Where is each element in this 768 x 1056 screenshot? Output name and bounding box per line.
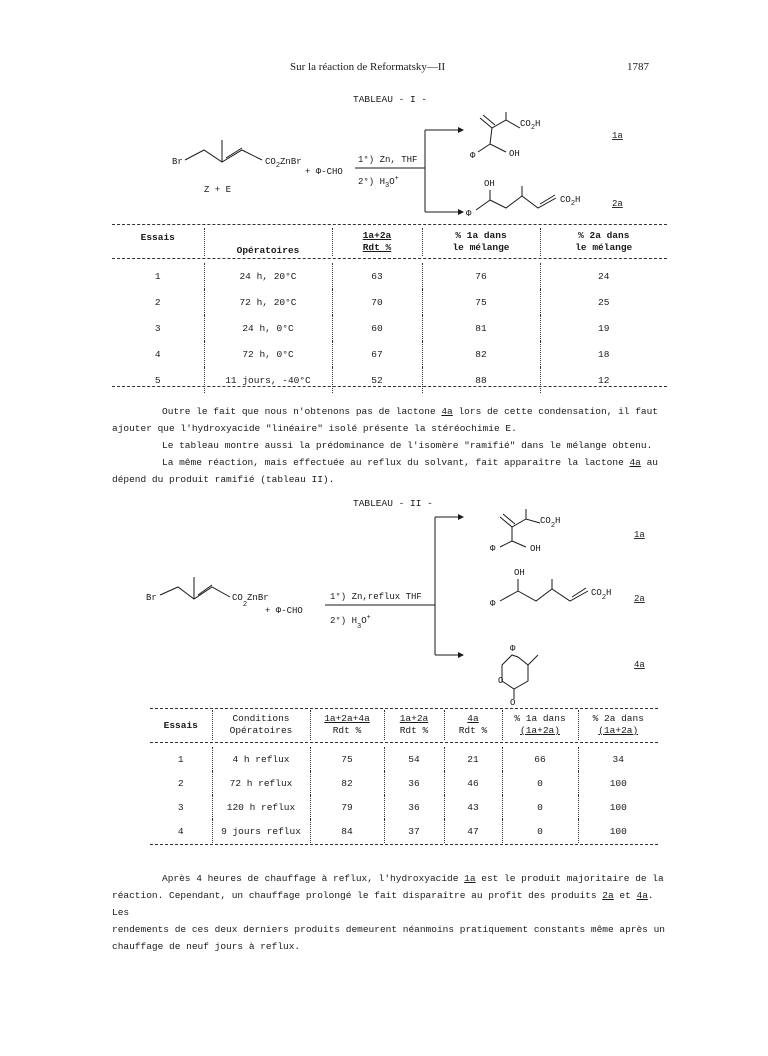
paragraph-1: Outre le fait que nous n'obtenons pas de lactone 4a lors de cette condensation, il faut ajouter que l'hydroxyacide "linéaire" isolé présente la stéréochimie E. Le tableau montre aussi la prédominance de l'isomère "ramifié" dans le mélange obtenu. La même réaction, mais effectuée au reflux du solvant, fait apparaître la lactone 4a au dépend du produit ramifié (tableau II).: [112, 406, 658, 485]
product-1a-phi: Φ: [470, 151, 476, 161]
table1-header-pct1a: % 1a dans le mélange: [422, 228, 540, 256]
product-1a-acid: $CO_2H$: [540, 516, 561, 530]
table-row: 1 24 h, 20°C 63 76 24: [112, 263, 667, 289]
table1-header-essais: Essais: [140, 232, 175, 243]
product-4a-phi: Φ: [510, 644, 516, 654]
table-row: 3 120 h reflux 79 36 43 0 100: [150, 795, 658, 819]
table2-header-pct1a: % 1a dans (1a+2a): [502, 710, 578, 740]
table2-header-total-yield: 1a+2a+4a Rdt %: [310, 710, 384, 740]
table2-header-essais: Essais: [163, 719, 198, 731]
reactant-group: $CO_2ZnBr$: [265, 157, 302, 170]
product-2a-skeleton: [500, 579, 588, 601]
product-2a-phi: Φ: [466, 209, 472, 219]
reactant-br: Br: [172, 157, 183, 167]
table2-header-conditions: Conditions Opératoires: [212, 710, 310, 740]
reactant-chain: [160, 587, 230, 599]
table-row: 2 72 h reflux 82 36 46 0 100: [150, 771, 658, 795]
arrow-head-2a: [458, 209, 464, 215]
table2-header-acid-yield: 1a+2a Rdt %: [384, 710, 444, 740]
product-1a-acid: $CO_2H$: [520, 119, 541, 132]
reactant-double-bond: [226, 148, 242, 158]
scheme2-reaction: [0, 505, 768, 705]
table-row: 1 4 h reflux 75 54 21 66 34: [150, 747, 658, 771]
product-1a-oh: OH: [509, 149, 520, 159]
product-1a-label: 1a: [612, 131, 623, 141]
table-row: 4 72 h, 0°C 67 82 18: [112, 341, 667, 367]
arrow-head-1a: [458, 514, 464, 520]
aldehyde-reagent: + Φ-CHO: [265, 606, 303, 616]
table1: [112, 228, 667, 393]
product-2a-acid: $CO_2H$: [591, 588, 612, 602]
product-2a-label: 2a: [634, 594, 645, 604]
product-1a-oh: OH: [530, 544, 541, 554]
arrow-head-1a: [458, 127, 464, 133]
table-row: 4 9 jours reflux 84 37 47 0 100: [150, 819, 658, 843]
product-4a-o: O: [498, 676, 504, 686]
table1-header-yield: 1a+2a Rdt %: [332, 228, 422, 256]
scheme2-caption: TABLEAU - II -: [353, 498, 433, 509]
scheme1-caption: TABLEAU - I -: [353, 94, 428, 105]
reactant-chain: [185, 150, 262, 162]
product-2a-phi: Φ: [490, 599, 496, 609]
condition-2: 2°) $H_3O^+$: [330, 614, 371, 631]
scheme1-reaction: [0, 100, 768, 225]
condition-1: 1°) Zn, THF: [358, 155, 418, 165]
isomer-label: Z + E: [204, 185, 232, 195]
product-2a-acid: $CO_2H$: [560, 195, 581, 208]
reactant-br: Br: [146, 593, 157, 603]
arrow-head-4a: [458, 652, 464, 658]
product-4a-carbonyl-o: O: [510, 698, 516, 705]
product-1a-skeleton: [478, 112, 520, 152]
table1-header-operatoires: Opératoires: [204, 228, 332, 256]
condition-2: 2°) $H_3O^+$: [358, 175, 399, 190]
product-2a-skeleton: [476, 190, 556, 210]
table-row: 5 11 jours, -40°C 52 88 12: [112, 367, 667, 393]
product-1a-label: 1a: [634, 530, 645, 540]
page-number: 1787: [627, 61, 649, 73]
paragraph-2: Après 4 heures de chauffage à reflux, l'hydroxyacide 1a est le produit majoritaire de la réaction. Cependant, un chauffage prolongé le fait disparaître au profit des produits 2a et 4a. Les rendements de ces deux derniers produits demeurent néanmoins pratiquement constants même après un chauffage de neuf jours à reflux.: [112, 873, 665, 952]
aldehyde-reagent: + Φ-CHO: [305, 167, 343, 177]
product-4a-ring: [502, 655, 528, 689]
condition-1: 1°) Zn,reflux THF: [330, 592, 422, 602]
table-row: 2 72 h, 20°C 70 75 25: [112, 289, 667, 315]
product-1a-skeleton: [500, 509, 540, 547]
reactant-group: $CO_2ZnBr$: [232, 593, 269, 609]
table2-header-lactone-yield: 4a Rdt %: [444, 710, 502, 740]
table2: [150, 710, 658, 843]
table2-header-row: [150, 710, 658, 740]
product-2a-oh: OH: [514, 568, 525, 578]
product-2a-oh: OH: [484, 179, 495, 189]
product-2a-label: 2a: [612, 199, 623, 209]
running-title: Sur la réaction de Reformatsky—II: [290, 61, 446, 73]
table2-header-pct2a: % 2a dans (1a+2a): [578, 710, 658, 740]
table-row: 3 24 h, 0°C 60 81 19: [112, 315, 667, 341]
product-4a-label: 4a: [634, 660, 645, 670]
table1-header-row: [112, 228, 667, 256]
product-1a-phi: Φ: [490, 544, 496, 554]
table1-header-pct2a: % 2a dans le mélange: [540, 228, 667, 256]
